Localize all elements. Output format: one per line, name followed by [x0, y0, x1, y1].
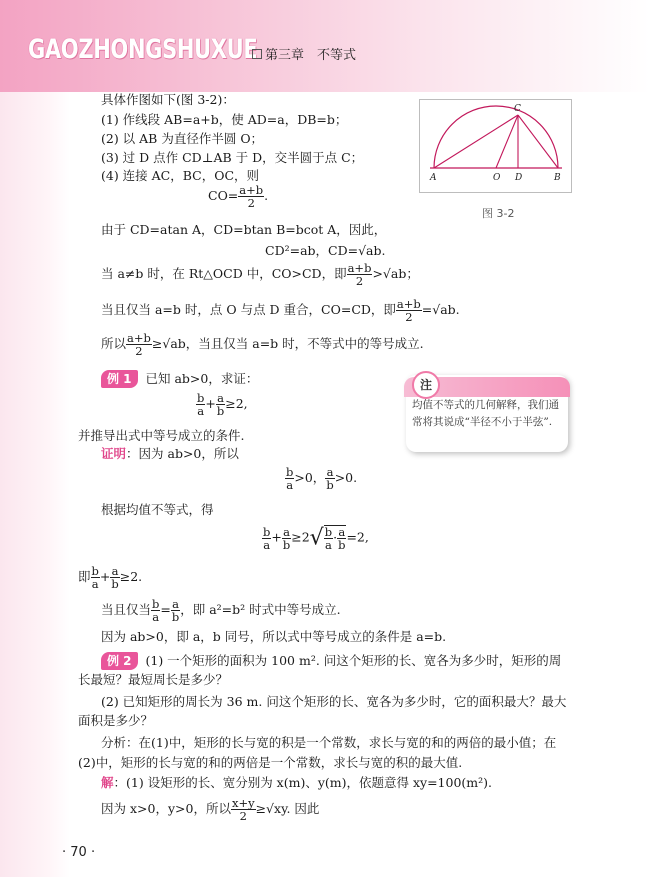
text-line: (1) 作线段 AB=a+b，使 AD=a，DB=b；: [101, 112, 348, 127]
text-line: 由于 CD=atan A，CD=btan B=bcot A，因此，: [101, 222, 387, 237]
text-line: 长最短？最短周长是多少？: [78, 672, 229, 687]
text-line: (2)中，矩形的长与宽的和的两倍是一个常数，求长与宽的积的最大值.: [78, 755, 463, 770]
label-c: C: [514, 104, 521, 114]
note-text: 均值不等式的几何解释，我们通常将其说成“半径不小于半弦”.: [412, 399, 559, 428]
text-line: 分析：在(1)中，矩形的长与宽的积是一个常数，求长与宽的和的两倍的最小值；在: [101, 735, 557, 750]
semicircle-diagram: [420, 100, 571, 192]
text-line: 当 a≠b 时，在 Rt△OCD 中，CO>CD，即 $\frac{a+b}{2}$ >√ab；: [101, 261, 419, 288]
semicircle-arc: [434, 106, 558, 168]
positivity-line: $\frac{b}{a}$ >0， $\frac{a}{b}$ >0.: [286, 465, 358, 492]
left-margin-band: [0, 92, 70, 877]
example1-header: 例 1 已知 ab>0，求证：: [101, 370, 258, 388]
equation-cd: CD²=ab，CD=√ab.: [265, 243, 386, 258]
segment-ac: [434, 115, 518, 168]
label-d: D: [515, 173, 523, 183]
text-line: (2) 已知矩形的周长为 36 m. 问这个矩形的长、宽各为多少时，它的面积最大？最大: [101, 694, 567, 709]
text-line: 具体作图如下(图 3-2)：: [101, 92, 235, 107]
text-line: 根据均值不等式，得: [101, 502, 214, 517]
series-logo: GAOZHONGSHUXUE: [28, 34, 258, 65]
solution-line: 解：(1) 设矩形的长、宽分别为 x(m)、y(m)，依题意得 xy=100(m²).: [101, 775, 493, 790]
example2-header: 例 2 (1) 一个矩形的面积为 100 m². 问这个矩形的长、宽各为多少时，矩形的周: [101, 652, 561, 670]
text-line: 并推导出式中等号成立的条件.: [78, 428, 245, 443]
figure-caption: 图 3-2: [482, 207, 515, 220]
text-line: 当且仅当 a=b 时，点 O 与点 D 重合，CO=CD，即 $\frac{a+b}{2}$ =√ab.: [101, 297, 460, 324]
chapter-title: 第三章 不等式: [252, 44, 356, 63]
label-b: B: [554, 173, 561, 183]
text-line: 所以 $\frac{a+b}{2}$ ≥√ab，当且仅当 a=b 时，不等式中的等号成立.: [101, 331, 424, 358]
square-icon: [252, 49, 262, 59]
text-line: (4) 连接 AC，BC，OC，则: [101, 168, 260, 183]
text-line: 即 $\frac{b}{a}$ + $\frac{a}{b}$ ≥2.: [78, 564, 143, 591]
figure-3-2: [419, 99, 572, 193]
text-line: 面积是多少？: [78, 713, 154, 728]
note-tag: 注: [412, 371, 440, 399]
example1-badge: 例 1: [101, 370, 138, 388]
equation-co: CO= $\frac{a+b}{2}$ .: [208, 183, 269, 210]
note-box: [406, 375, 568, 452]
label-o: O: [493, 173, 501, 183]
text-line: 当且仅当 $\frac{b}{a}$ = $\frac{a}{b}$ ，即 a²=b² 时式中等号成立.: [101, 597, 341, 624]
proof-line: 证明：因为 ab>0，所以: [101, 446, 239, 461]
page-number: · 70 ·: [62, 845, 96, 860]
segment-oc: [496, 115, 518, 168]
text-line: 因为 ab>0，即 a，b 同号，所以式中等号成立的条件是 a=b.: [101, 629, 447, 644]
text-line: (3) 过 D 点作 CD⊥AB 于 D，交半圆于点 C；: [101, 150, 364, 165]
text-line: 因为 x>0，y>0，所以 $\frac{x+y}{2}$ ≥√xy. 因此: [101, 796, 320, 823]
am-gm-equation: $\frac{b}{a}$ + $\frac{a}{b}$ ≥2√ $\frac{b}{a}$ · $\frac{a}{b}$ =2,: [263, 524, 369, 552]
example1-inequality: $\frac{b}{a}$ + $\frac{a}{b}$ ≥2,: [197, 391, 248, 418]
label-a: A: [430, 173, 437, 183]
example2-badge: 例 2: [101, 652, 138, 670]
text-line: (2) 以 AB 为直径作半圆 O；: [101, 131, 264, 146]
